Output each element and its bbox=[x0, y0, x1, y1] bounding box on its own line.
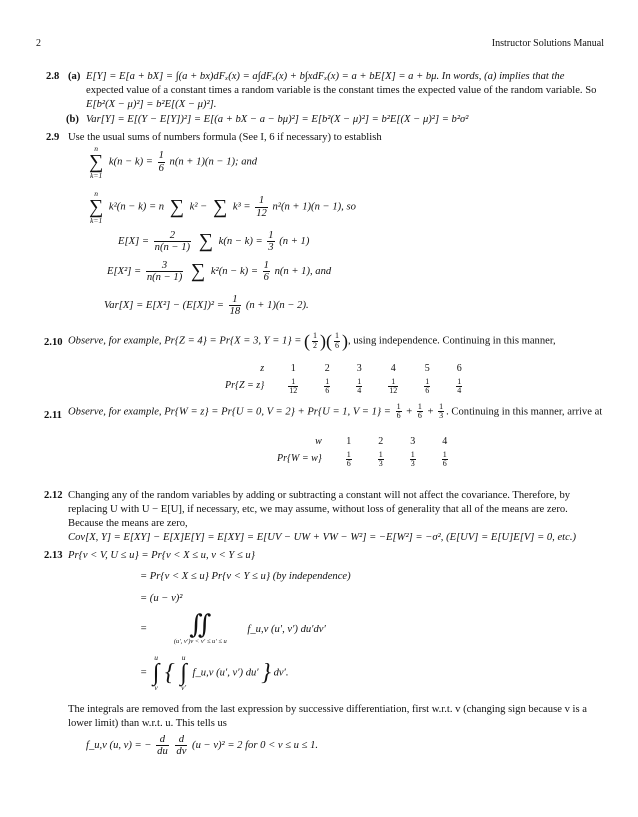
eq-2-13-line2: = Pr{v < X ≤ u} Pr{v < Y ≤ u} (by independence) bbox=[140, 571, 351, 582]
text-2-13-para1: The integrals are removed from the last expression by successive differentiation, first w.r.t. v (changing sign because v is a bbox=[68, 704, 587, 715]
part-label-b: (b) bbox=[66, 114, 79, 125]
table-cell: $\frac{1}{12}$ bbox=[389, 376, 398, 395]
part-label-a: (a) bbox=[68, 71, 81, 82]
table-cell: 6 bbox=[456, 363, 462, 374]
eq-2-13-final: f_u,v (u, v) = − $\frac{d}{du}$ $\frac{d}{dv}$ (u − v)² = 2 for 0 < v ≤ u ≤ 1. bbox=[86, 734, 319, 758]
table-cell: $\frac{1}{6}$ bbox=[425, 376, 430, 395]
table-cell: 1 bbox=[346, 436, 352, 447]
table-cell: $\frac{1}{3}$ bbox=[378, 449, 383, 468]
eq-2-9-3: E[X] = $\frac{2}{n(n - 1)}$ ∑ k(n − k) = $\frac{1}{3}$ (n + 1) bbox=[118, 230, 310, 254]
table-cell: 3 bbox=[410, 436, 416, 447]
eq-2-8-a-line1: E[Y] = E[a + bX] = ∫(a + bx)dFₓ(x) = a∫dFₓ(x) + b∫xdFₓ(x) = a + bE[X] = a + bμ. In words, (a) implies that the bbox=[86, 71, 565, 82]
table-cell: 4 bbox=[442, 436, 448, 447]
problem-number: 2.9 bbox=[46, 132, 60, 143]
table-cell: 3 bbox=[356, 363, 362, 374]
table-cell: $\frac{1}{6}$ bbox=[346, 449, 351, 468]
page-header bbox=[36, 38, 604, 51]
text-2-12-line1: Changing any of the random variables by adding or subtracting a constant will not affect the covariance. Therefore, by bbox=[68, 490, 571, 501]
table-cell: 2 bbox=[378, 436, 384, 447]
integral: u ∫ v′ bbox=[180, 653, 187, 693]
eq-2-13-line4: = ∬ (u′, v′)v < v′ ≤ u′ ≤ u f_u,v (u′, v′) du′dv′ bbox=[140, 610, 326, 645]
eq-2-8-b: Var[Y] = E[(Y − E[Y])²] = E[(a + bX − a − bμ)²] = E[b²(X − μ)²] = b²E[(X − μ)²] = b²σ² bbox=[86, 114, 469, 125]
text-2-8-a-line2: expected value of a constant times a random variable is the constant times the expected value of the random variable. So bbox=[86, 85, 597, 96]
distribution-table-w bbox=[266, 435, 461, 469]
eq-2-13-line1: Pr{v < V, U ≤ u} = Pr{v < X ≤ u, v < Y ≤ u} bbox=[68, 550, 255, 561]
problem-number: 2.12 bbox=[44, 490, 63, 501]
table-cell: $\frac{1}{3}$ bbox=[410, 449, 415, 468]
table-cell: 1 bbox=[290, 363, 296, 374]
text-2-13-para2: lower limit) than w.r.t. u. This tells us bbox=[68, 718, 227, 729]
table-label: Pr{Z = z} bbox=[225, 380, 265, 392]
problem-number: 2.11 bbox=[44, 410, 62, 421]
problem-number: 2.10 bbox=[44, 337, 63, 348]
summation: ∑ bbox=[169, 195, 184, 218]
table-cell: 4 bbox=[390, 363, 396, 374]
page-number: 2 bbox=[36, 38, 41, 49]
running-title: Instructor Solutions Manual bbox=[491, 38, 604, 49]
table-cell: $\frac{1}{4}$ bbox=[357, 376, 362, 395]
summation: n ∑ k=1 bbox=[89, 144, 104, 180]
table-cell: $\frac{1}{4}$ bbox=[457, 376, 462, 395]
eq-2-9-4: E[X²] = $\frac{3}{n(n - 1)}$ ∑ k²(n − k) = $\frac{1}{6}$ n(n + 1), and bbox=[107, 260, 332, 284]
text-2-10: Observe, for example, Pr{Z = 4} = Pr{X = 3, Y = 1} = ( $\frac{1}{2}$ )( $\frac{1}{6}$ ), using independence. Continuing in this manner, bbox=[68, 331, 556, 351]
problem-number: 2.8 bbox=[46, 71, 60, 82]
eq-2-9-2: n ∑ k=1 k²(n − k) = n ∑ k² − ∑ k³ = $\frac{1}{12}$ n²(n + 1)(n − 1), so bbox=[89, 189, 356, 225]
eq-2-9-5: Var[X] = E[X²] − (E[X])² = $\frac{1}{18}$ (n + 1)(n − 2). bbox=[104, 294, 309, 318]
text-2-12-line3: Because the means are zero, bbox=[68, 518, 188, 529]
summation: n ∑ k=1 bbox=[89, 189, 104, 225]
eq-2-13-line5: = u ∫ v { u ∫ v′ f_u,v (u′, v′) du′ } dv′. bbox=[140, 653, 289, 693]
table-cell: $\frac{1}{12}$ bbox=[289, 376, 298, 395]
table-cell: 2 bbox=[324, 363, 330, 374]
summation: ∑ bbox=[212, 195, 228, 218]
problem-number: 2.13 bbox=[44, 550, 63, 561]
text-2-9-intro: Use the usual sums of numbers formula (See I, 6 if necessary) to establish bbox=[68, 132, 382, 143]
eq-2-12: Cov[X, Y] = E[XY] − E[X]E[Y] = E[XY] = E[UV − UW + VW − W²] = −E[W²] = −σ², (E[UV] = E[U]E[V] = 0, etc.) bbox=[68, 532, 576, 543]
eq-2-13-line3: = (u − v)² bbox=[140, 593, 183, 604]
table-label: w bbox=[315, 436, 322, 447]
table-label: z bbox=[260, 363, 265, 374]
eq-2-8-a-line3: E[b²(X − μ)²] = b²E[(X − μ)²]. bbox=[86, 99, 217, 110]
integral: u ∫ v bbox=[152, 653, 160, 693]
eq-2-9-1: n ∑ k=1 k(n − k) = $\frac{1}{6}$ n(n + 1)(n − 1); and bbox=[89, 144, 258, 180]
text-2-12-line2: replacing U with U − E[U], if necessary, etc, we may assume, without loss of generality that all of the means are zero. bbox=[68, 504, 568, 515]
distribution-table-z bbox=[214, 362, 475, 396]
text-2-11: Observe, for example, Pr{W = z} = Pr{U = 0, V = 2} + Pr{U = 1, V = 1} = $\frac{1}{6}$ + $\frac{1}{6}$ + $\frac{1}{3}$ . Continuing in this manner, arrive at bbox=[68, 402, 603, 421]
table-cell: 5 bbox=[424, 363, 430, 374]
table-cell: $\frac{1}{6}$ bbox=[325, 376, 330, 395]
table-cell: $\frac{1}{6}$ bbox=[442, 449, 447, 468]
table-label: Pr{W = w} bbox=[277, 453, 322, 465]
